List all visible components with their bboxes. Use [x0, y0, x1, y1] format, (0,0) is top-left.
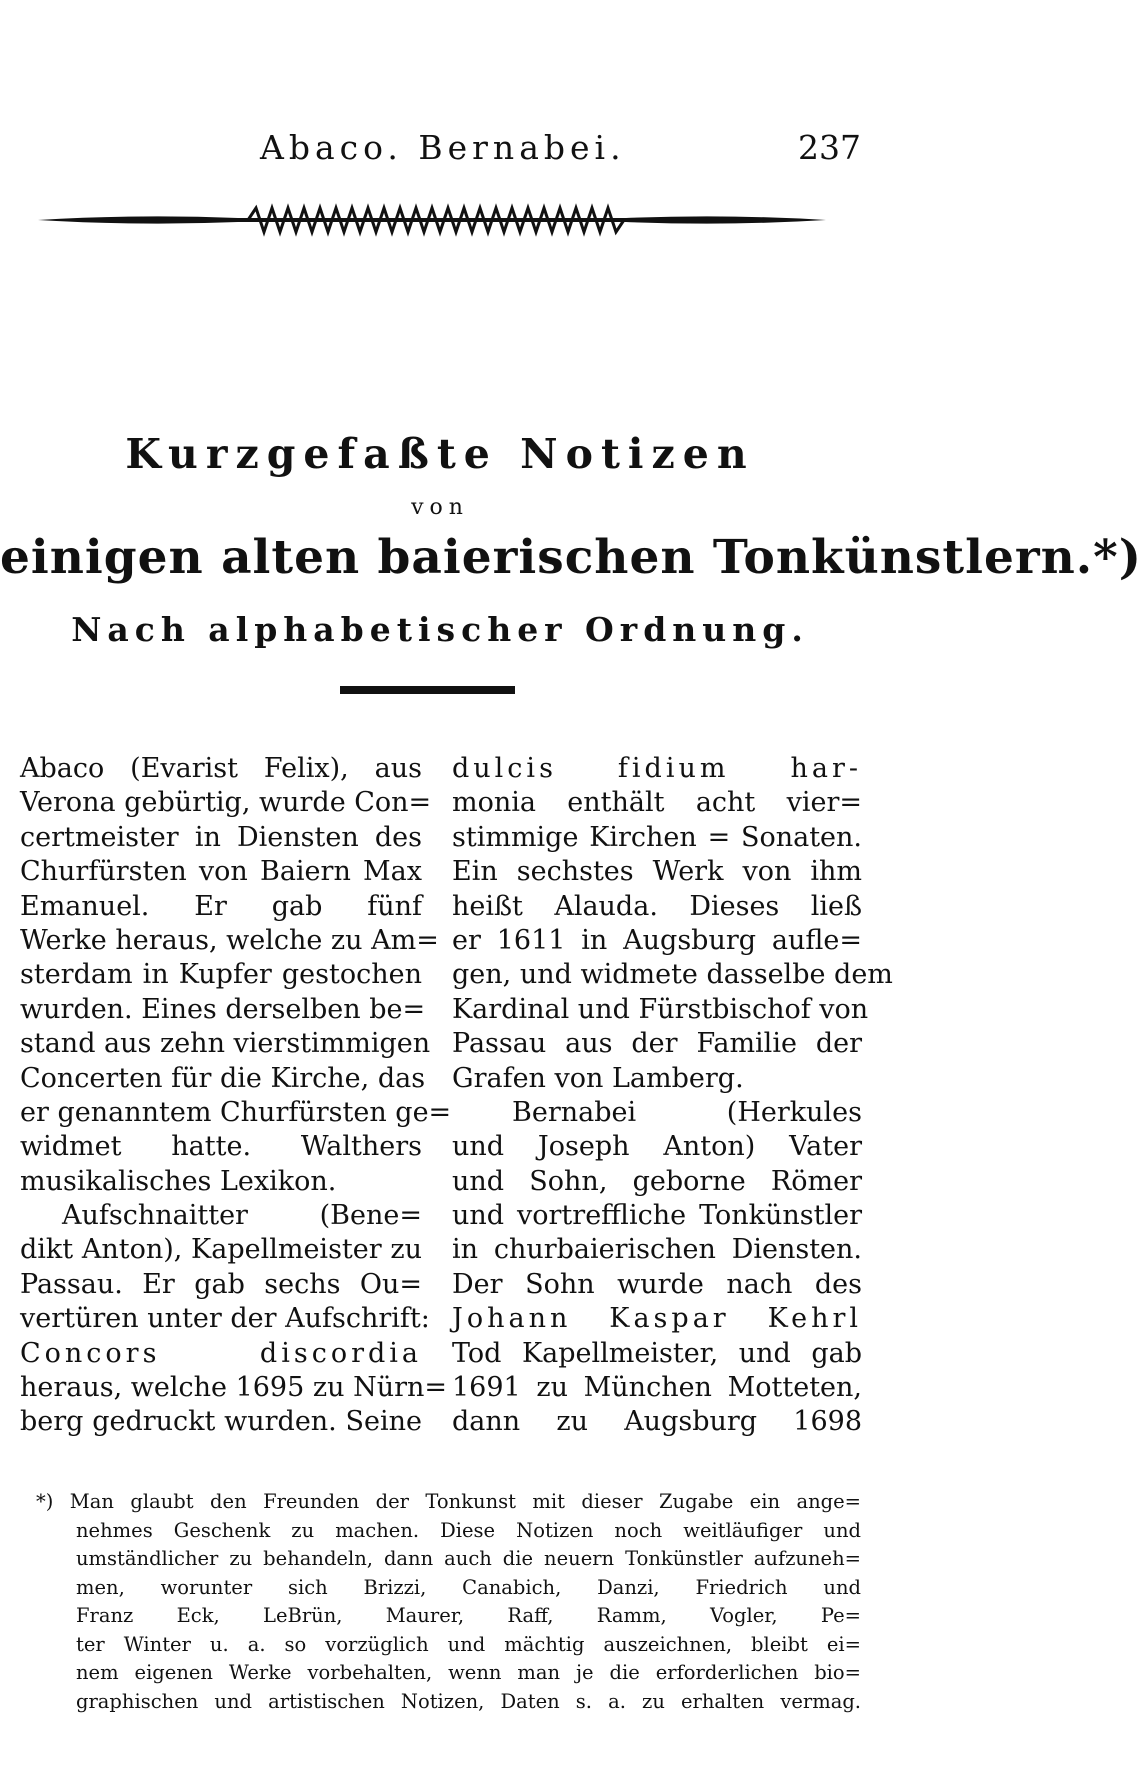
text-line: Emanuel. Er gab fünf [20, 890, 422, 922]
text-line: certmeister in Diensten des [20, 821, 422, 853]
text-line: Werke heraus, welche zu Am= [20, 924, 439, 956]
text-line: er 1611 in Augsburg aufle= [452, 924, 862, 956]
text-line: Tod Kapellmeister, und gab [452, 1337, 862, 1369]
text-line: Ein sechstes Werk von ihm [452, 856, 862, 888]
title-divider-rule [340, 686, 515, 694]
text-line: Johann Kaspar Kehrl [452, 1303, 862, 1335]
text-line: dulcis fidium har- [452, 753, 862, 784]
running-head: Abaco. Bernabei. [260, 128, 626, 167]
footnote-line: nehmes Geschenk zu machen. Diese Notizen noch weitläufiger und [76, 1518, 861, 1542]
page-number: 237 [798, 128, 861, 167]
text-line: gen, und widmete dasselbe dem [452, 959, 893, 991]
left-text-column [20, 752, 452, 1440]
text-line: Abaco (Evarist Felix), aus [20, 753, 422, 784]
text-line: er genanntem Churfürsten ge= [20, 1096, 452, 1128]
text-line: Passau aus der Familie der [452, 1028, 862, 1060]
title-main: Kurzgefaßte Notizen [125, 430, 755, 478]
text-line: und Joseph Anton) Vater [452, 1131, 862, 1163]
footnote-line: Franz Eck, LeBrün, Maurer, Raff, Ramm, Vogler, Pe= [76, 1604, 861, 1627]
text-line: Kardinal und Fürstbischof von [452, 993, 869, 1025]
text-line: Der Sohn wurde nach des [452, 1268, 862, 1300]
footnote-line: graphischen und artistischen Notizen, Daten s. a. zu erhalten vermag. [76, 1689, 861, 1713]
text-line: und vortreffliche Tonkünstler [452, 1200, 862, 1232]
text-line: Passau. Er gab sechs Ou= [20, 1268, 422, 1300]
footnote [36, 1488, 861, 1716]
text-line: Aufschnaitter (Bene= [62, 1200, 422, 1232]
text-line: widmet hatte. Walthers [20, 1131, 422, 1163]
footnote-line: nem eigenen Werke vorbehalten, wenn man je die erforderlichen bio= [76, 1661, 861, 1684]
text-line: Concors discordia [20, 1337, 422, 1369]
title-von: von [411, 495, 469, 520]
text-line: berg gedruckt wurden. Seine [20, 1406, 422, 1438]
text-line: vertüren unter der Aufschrift: [20, 1303, 430, 1335]
footnote-line: umständlicher zu behandeln, dann auch die neuern Tonkünstler aufzuneh= [76, 1547, 861, 1570]
decorative-rule-ornament [38, 200, 826, 240]
text-line: heraus, welche 1695 zu Nürn= [20, 1372, 448, 1404]
text-line: dann zu Augsburg 1698 [452, 1406, 862, 1438]
text-line: stimmige Kirchen = Sonaten. [452, 821, 862, 853]
title-order: Nach alphabetischer Ordnung. [71, 610, 809, 649]
text-line: wurden. Eines derselben be= [20, 993, 426, 1025]
text-line: sterdam in Kupfer gestochen [20, 959, 422, 991]
footnote-line: ter Winter u. a. so vorzüglich und mächtig auszeichnen, bleibt ei= [76, 1632, 861, 1656]
text-line: Concerten für die Kirche, das [20, 1062, 426, 1094]
text-line: stand aus zehn vierstimmigen [20, 1028, 431, 1060]
title-subject: einigen alten baierischen Tonkünstlern.*) [0, 530, 1142, 585]
footnote-line: men, worunter sich Brizzi, Canabich, Danzi, Friedrich und [76, 1575, 861, 1599]
text-line: Churfürsten von Baiern Max [20, 856, 422, 888]
footnote-line: *) Man glaubt den Freunden der Tonkunst mit dieser Zugabe ein ange= [36, 1490, 861, 1513]
text-line: Verona gebürtig, wurde Con= [20, 787, 432, 819]
text-line: musikalisches Lexikon. [20, 1165, 337, 1197]
right-text-column [452, 752, 893, 1440]
text-line: Bernabei (Herkules [512, 1096, 862, 1128]
text-line: und Sohn, geborne Römer [452, 1165, 862, 1197]
text-line: Grafen von Lamberg. [452, 1062, 744, 1094]
text-line: heißt Alauda. Dieses ließ [452, 890, 862, 922]
text-line: monia enthält acht vier= [452, 787, 862, 819]
text-line: dikt Anton), Kapellmeister zu [20, 1234, 422, 1266]
text-line: 1691 zu München Motteten, [452, 1372, 862, 1404]
text-line: in churbaierischen Diensten. [452, 1234, 862, 1266]
